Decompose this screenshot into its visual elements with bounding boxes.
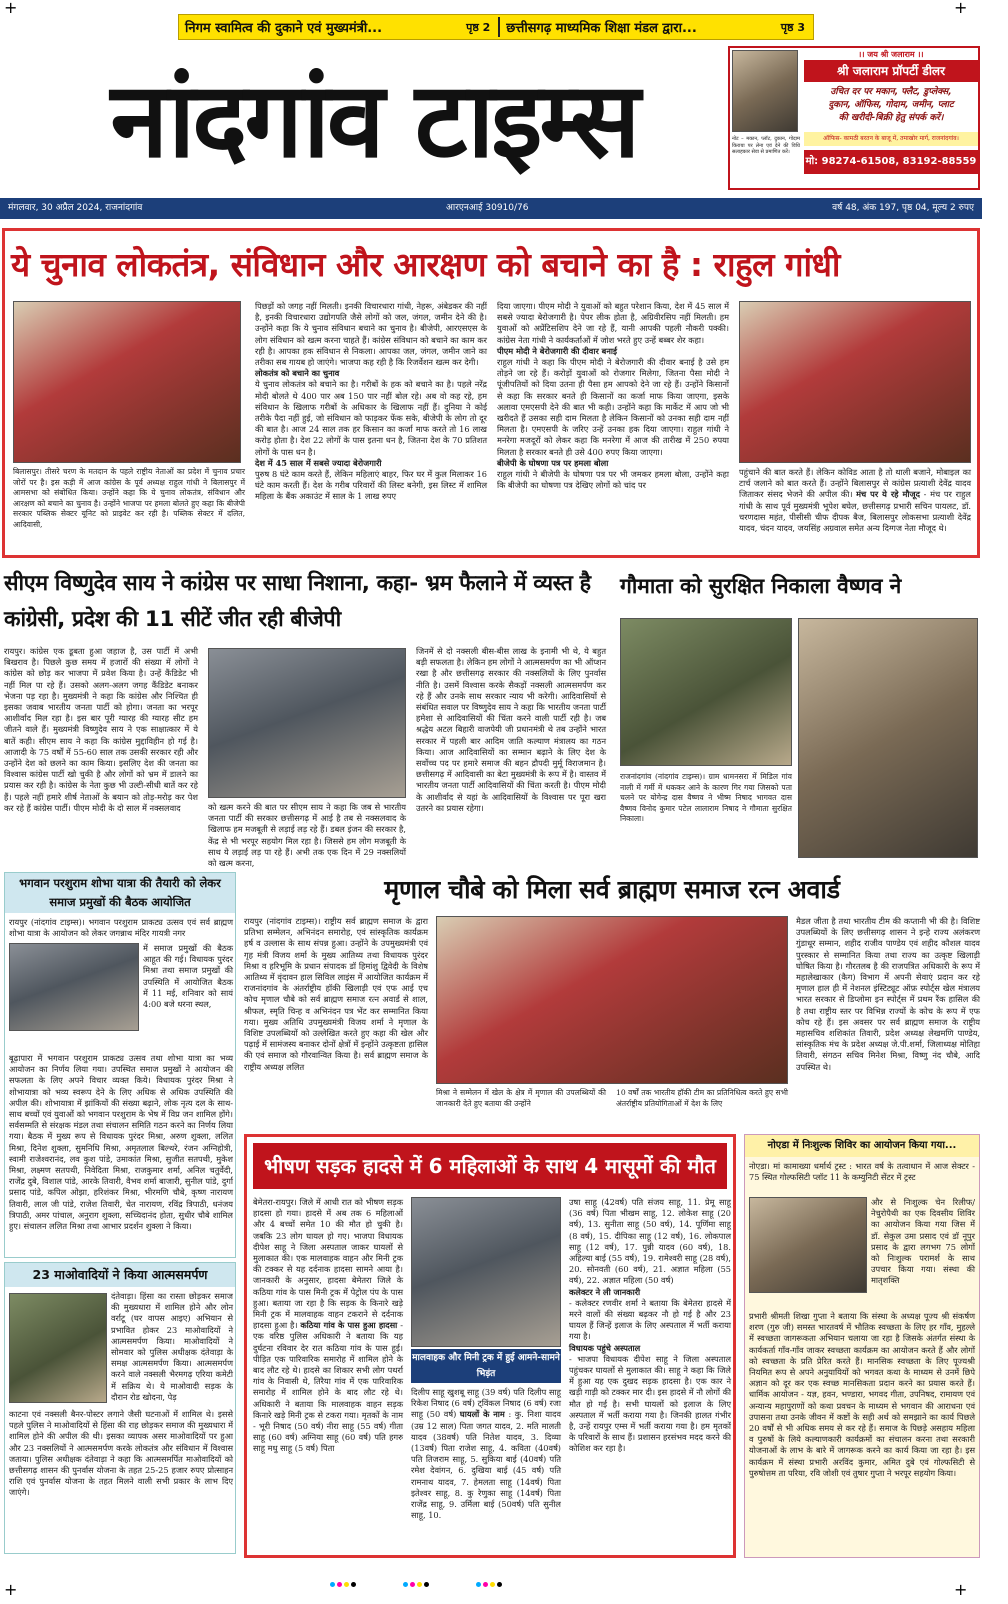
story-accident-headline[interactable]: भीषण सड़क हादसे में 6 महिलाओं के साथ 4 मासूमों की मौत [253, 1143, 727, 1189]
story-mrinal-col1: रायपुर (नांदगांव टाइम्स)। राष्ट्रीय सर्व ब्राह्मण समाज के द्वारा प्रतिभा सम्मेलन, अभिनंदन समारोह, एवं सांस्कृतिक कार्यक्रम हर्ष व उल्लास के साथ संपन्न हुआ। उन्होंने के उपमुख्यमंत्री एवं गृह मंत्री विजय शर्मा के मुख्य आतिथ्य तथा विधायक पुरंदर मिश्रा व हरिभूमि के प्रधान संपादक डॉ हिमांशु द्विवेदी के विशेष आतिथ्य में वृंदावन हाल सिविल लाइंस में आयोजित कार्यक्रम में राजनांदगांव के अंतर्राष्ट्रीय हॉकी खिलाड़ी एवं एफ आई एच कोच मृणाल चौबे को सर्व ब्राह्मण समाज रत्न अवार्ड से शाल, श्रीफल, स्मृति चिन्ह व अभिनंदन पत्र भेंट कर सम्मानित किया गया। मुख्य अतिथि उपमुख्यमंत्री विजय शर्मा ने मृणाल के विशिष्ट उपलब्धियों को उल्लेखित करते हुए कहा की खेल और पढ़ाई में सामंजस्य बनाकर दोनों क्षेत्रों में इन्होंने उत्कृष्टता हासिल की एवं समाज को गौरवान्वित किया है। सर्व ब्राह्मण समाज के राष्ट्रीय अध्यक्ष ललित [244, 916, 428, 1072]
story-maoists-body: काटना एवं नक्सली बैनर-पोस्टर लगाने जैसी घटनाओं में शामिल थे। इससे पहले पुलिस ने माओवादियों से हिंसा की राह छोड़कर समाज की मुख्यधारा में शामिल होने की अपील की थी। इसका व्यापक असर माओवादियों पर हुआ और 23 नक्सलियों ने आत्मसमर्पण करके लोकतंत्र और संविधान में विश्वास जताया। पुलिस अधीक्षक दंतेवाड़ा ने कहा कि आत्मसमर्पित माओवादियों को छत्तीसगढ़ शासन की पुनर्वास योजना के तहत 25-25 हजार रुपए प्रोत्साहन राशि एवं पुनर्वास योजना के तहत मिलने वाली सभी प्रकार के लाभ दिए जाएंगे। [9, 1409, 233, 1498]
story-mrinal-caption-right: 10 वर्षों तक भारतीय हॉकी टीम का प्रतिनिधित्व करते हुए सभी अंतर्राष्ट्रीय प्रतियोगिताओं में देश के लिए [616, 1088, 788, 1108]
story-mrinal [244, 870, 980, 1126]
story-accident-col2-subhead: घायलों के नाम [459, 1409, 505, 1420]
registration-mark: + [4, 1580, 18, 1599]
story-cm-sai-col3: जिनमें से दो नक्सली बीस-बीस लाख के इनामी भी थे, ये बहुत बड़ी सफलता है। लेकिन हम लोगों ने आत्मसमर्पण का भी ऑप्शन रखा है और छत्तीसगढ़ सरकार की नक्सलियों के लिए पुनर्वास नीति है। उसमें विश्वास करके सैकड़ों नक्सली आत्मसमर्पण कर रहे हैं और उनके साथ सरकार न्याय भी करेगी। आदिवासियों से संबंधित सवाल पर विष्णुदेव साय ने कहा कि भारतीय जनता पार्टी हमेशा से आदिवासियों की चिंता करने वाली पार्टी रही है। जब श्रद्धेय अटल बिहारी वाजपेयी जी प्रधानमंत्री थे तब उन्होंने भारत सरकार में पहली बार आदिम जाति कल्याण मंत्रालय का गठन किया। आज आदिवासियों का सम्मान बढ़ाने के लिए देश के सर्वोच्च पद पर हमारे समाज की बहन द्रौपदी मुर्मू विराजमान है। छत्तीसगढ़ में आदिवासी का बेटा मुख्यमंत्री के रूप में है। वास्तव में भारतीय जनता पार्टी आदिवासियों की चिंता करती है। पीएम मोदी के आशीर्वाद से यहां के आदिवासियों के विश्वास पर पूरा खरा उतरने का प्रयास रहेगा। [416, 646, 606, 813]
story-gaumata [616, 566, 980, 864]
ad-tag: ।। जय श्री जलाराम ।। [858, 50, 924, 59]
ad-side-note: नोट – मकान, प्लॉट, दुकान, गोदाम किराया पर लेना एवं देने की विधि सलाहकार सेवा से प्रमाणित करें। [732, 136, 800, 155]
lead-caption-left: बिलासपुर। तीसरे चरण के मतदान के पहले राष्ट्रीय नेताओं का प्रदेश में चुनाव प्रचार जोरों पर है। इस कड़ी में आज कांग्रेस के पूर्व अध्यक्ष राहुल गांधी ने बिलासपुर में आमसभा को संबोधित किया। उन्होंने कहा कि ये चुनाव लोकतंत्र, संविधान और आरक्षण को बचाने का चुनाव है। उन्होंने भाजपा पर हमला बोलते हुए कहा कि बीजेपी सरकार पब्लिक सेक्टर यूनिट को प्राइवेट कर रही है। पब्लिक सेक्टर में दलित, आदिवासी, [13, 467, 245, 529]
story-accident-col1-text-b: - एक वरिष्ठ पुलिस अधिकारी ने बताया कि यह दुर्घटना रविवार देर रात कठिया गांव के पास हुई। पीड़ित एक पारिवारिक समारोह में शामिल होने के बाद लौट रहे थे। हादसे का शिकार सभी लोग पथर्रा गांव के निवासी थे, तिरैया गांव में एक पारिवारिक समारोह में शामिल होने के बाद लौट रहे थे। अधिकारी ने बताया कि मालवाहक वाहन सड़क किनारे खड़े मिनी ट्रक से टकरा गया। मृतकों के नाम - भूरी निषाद (50 वर्ष) नीरा साहू (55 वर्ष) गीता साहू (60 वर्ष) अग्निया साहू (60 वर्ष) पति हगरु साहू मधु साहू (5 वर्ष) पिता [253, 1320, 403, 1454]
story-parshuram-headline[interactable]: भगवान परशुराम शोभा यात्रा की तैयारी को लेकर समाज प्रमुखों की बैठक आयोजित [5, 873, 235, 913]
story-accident-photo [411, 1197, 561, 1347]
story-mrinal-caption-left: मिश्रा ने सम्मेलन में खेल के क्षेत्र में मृणाल की उपलब्धियों की जानकारी देते हुए बताया की उन्होंने [436, 1088, 606, 1108]
story-mrinal-photo [436, 916, 788, 1084]
lead-photo-right [739, 301, 971, 463]
lead-photo-left [13, 301, 241, 463]
story-accident-col1-text: बेमेतरा-रायपुर। जिले में आधी रात को भीषण सड़क हादसा हो गया। हादसे में अब तक 6 महिलाओं और 4 बच्चों समेत 10 की मौत हो चुकी है। जबकि 23 लोग घायल हो गए। भाजपा विधायक दीपेश साहू ने जिला अस्पताल जाकर घायलों से मुलाकात की। एक मालवाहक वाहन और मिनी ट्रक की टक्कर से यह दर्दनाक हादसा सामने आया है। जानकारी के अनुसार, हादसा बेमेतरा जिले के कठिया गांव के पास मिनी ट्रक में पेट्रोल पंप के पास हुआ। बताया जा रहा है कि सड़क के किनारे खड़े मिनी ट्रक में मालवाहक वाहन टकराने से दर्दनाक हादसा हुआ है। [253, 1197, 403, 1331]
teaser-left[interactable]: निगम स्वामित्व की दुकाने एवं मुख्यमंत्री... [185, 21, 383, 36]
story-noida-intro: नोएडा। मां कामाख्या धर्मार्थ ट्रस्ट : भारत वर्ष के तत्वाधान में आज सेक्टर - 75 स्थित गोल्फसिटी प्लॉट 11 के कम्युनिटी सेंटर में ट्रस्ट [749, 1161, 975, 1183]
story-cm-sai-headline[interactable]: सीएम विष्णुदेव साय ने कांग्रेस पर साधा निशाना, कहा- भ्रम फैलाने में व्यस्त है कांग्रेसी, प्रदेश की 11 सीटें जीत रही बीजेपी [4, 571, 591, 632]
story-accident-col3-subhead-2: विधायक पहुंचे अस्पताल [569, 1342, 641, 1353]
story-noida [744, 1134, 980, 1558]
masthead [24, 46, 724, 186]
lead-col3-subhead: पीएम मोदी ने बेरोजगारी की दीवार बनाई [497, 345, 618, 356]
lead-story [2, 228, 980, 558]
ad-line-1: उचित दर पर मकान, फ्लैट, डुप्लेक्स, [830, 87, 952, 97]
dateline-bar [0, 198, 982, 219]
lead-col3-subhead-2: बीजेपी के घोषणा पत्र पर हमला बोला [497, 457, 609, 468]
ad-portrait [732, 50, 798, 132]
story-noida-body: प्रभारी श्रीमती शिखा गुप्ता ने बताया कि संस्था के अध्यक्ष पूज्य श्री संकर्षण शरण (गुरु जी) समस्त भारतवर्ष में भौतिक स्वच्छता के लिए हर गाँव, मुहल्ले में स्वच्छता जागरूकता अभियान चलाया जा रहा है जिसके अंतर्गत संस्था के कार्यकर्ता गाँव-गाँव जाकर स्वच्छता कार्यक्रम का आयोजन करते हैं और लोगों को स्वच्छता के प्रति प्रेरित करते हैं। मानसिक स्वच्छता के लिए पूज्यश्री नियमित रूप से अपने अनुयायियों को भगवत कथा के माध्यम से उनमें छिपे अज्ञान को दूर कर एक स्वच्छ मानसिकता प्रदान करने का प्रयास करते हैं। धार्मिक आयोजन - यज्ञ, हवन, भण्डारा, भगवद गीता, उपनिषद, रामायण एवं अन्यान्य महापुराणों को कथा प्रवचन के माध्यम से भगवान की आराधना एवं उपासना तथा उनके जीवन में कष्टों के सही अर्थ को समझाने का कार्य पिछले 20 वर्षों से भी अधिक समय से कर रहे हैं। समाज के पिछड़े असहाय महिला व पुरुषों के लिये कल्याणकारी कार्यक्रमों का संचालन करना तथा सरकारी योजनाओं के लाभ के बारे में जागरूक करने का कार्य किया जा रहा है। इस कार्यक्रम में संस्था प्रभारी अरविंद कुमार, अमित दुबे एवं गोल्फसिटी से पुरुषोत्तम ता परिया, रवि जोशी एवं तुषार गुप्ता ने भरपूर सहयोग किया। [749, 1311, 975, 1478]
story-parshuram-intro: रायपुर (नांदगांव टाइम्स)। भगवान परशुराम प्राकट्य उत्सव एवं सर्व ब्राह्मण शोभा यात्रा के आयोजन को लेकर जगन्नाथ मंदिर गायत्री नगर [9, 917, 233, 939]
story-gaumata-photo-drain [798, 618, 978, 858]
registration-mark: + [4, 0, 18, 17]
lead-col3-text-c: राहुल गांधी ने बीजेपी के घोषणा पत्र पर भी जमकर हमला बोला, उन्होंने कहा कि बीजेपी का घोषणा पत्र देखिए लोगों को चांद पर [497, 469, 729, 491]
ad-phone[interactable]: मो: 98274-61508, 83192-88559 [804, 150, 978, 174]
story-accident-col3-text-c: - भाजपा विधायक दीपेश साहू ने जिला अस्पताल पहुंचकर घायलों से मुलाकात की। साहू ने कहा कि जिले में हुआ यह एक दुखद सड़क हादसा है। एक कार ने खड़ी गाड़ी को टक्कर मार दी। इस हादसे में नौ लोगों की मौत हो गई है। सभी घायलों को इलाज के लिए अस्पताल में भर्ती कराया गया है। जिनकी हालत गंभीर है, उन्हें रायपुर एम्स में भर्ती कराया गया है। हम मृतकों के परिवारों के साथ हैं। प्रशासन हरसंभव मदद करने की कोशिश कर रहा है। [569, 1353, 731, 1454]
ad-line-3: की खरीदी-बिक्री हेतु संपर्क करें। [838, 113, 944, 123]
lead-col3-text: दिया जाएगा। पीएम मोदी ने युवाओं को बहुत परेशान किया, देश में 45 साल में सबसे ज्यादा बेरोजगारी है। पेपर लीक होता है, अग्रिवीरसिप नहीं मिलती। हम युवाओं को अप्रेंटिसशिप देने जा रहे हैं, यानी आपकी पहली नौकरी पक्की। कांग्रेस नेता गांधी ने कार्यकर्ताओं में जोश भरते हुए उन्हें बब्बर शेर कहा। [497, 301, 729, 345]
story-noida-photo [749, 1197, 867, 1293]
story-cm-sai-col2: को खत्म करने की बात पर सीएम साय ने कहा कि जब से भारतीय जनता पार्टी की सरकार छत्तीसगढ़ में आई है तब से नक्सलवाद के खिलाफ हम मजबूती से लड़ाई लड़ रहे हैं। डबल इंजन की सरकार है, केंद्र से भी भरपूर सहयोग मिल रहा है। जिससे हम लोग मजबूती के साथ ये लड़ाई लड़ पा रहे हैं। अभी तक एक दिन में 29 नक्सलियों को खत्म करना, [208, 802, 406, 869]
teaser-left-page: पृष्ठ 2 [466, 20, 491, 34]
lead-col4-text: पहुंचाने की बात करते हैं। लेकिन कोविड आता है तो थाली बजाने, मोबाइल का टार्च जलाने को बात करते हैं। उन्होंने बिलासपुर से कांग्रेस प्रत्याशी देवेंद्र यादव जिताकर संसद भेजने की अपील की। [739, 467, 971, 500]
lead-column-4 [739, 467, 971, 555]
color-registration-bar [330, 1572, 670, 1580]
story-parshuram [4, 872, 236, 1258]
issue-info: वर्ष 48, अंक 197, पृष्ठ 04, मूल्य 2 रुपए [832, 203, 974, 213]
story-accident-col1 [253, 1197, 403, 1553]
story-maoists-photo [9, 1293, 107, 1403]
story-parshuram-photo [9, 943, 139, 1031]
story-accident-col3-subhead: कलेक्टर ने ली जानकारी [569, 1286, 641, 1297]
story-maoists [4, 1262, 236, 1554]
lead-col2-text-c: पुरुष 8 घंटे काम करते हैं, लेकिन महिलाएं बाहर, फिर घर में कुल मिलाकर 16 घंटे काम करती हैं। देश के गरीब परिवारों की लिस्ट बनेगी, इस लिस्ट में शामिल महिला के बैंक अकाउंट में साल के 1 लाख रुपए [255, 469, 487, 502]
story-accident [244, 1134, 736, 1558]
rni-number: आरएनआई 30910/76 [446, 203, 529, 213]
teaser-right[interactable]: छत्तीसगढ़ माध्यमिक शिक्षा मंडल द्वारा... [506, 21, 697, 36]
story-accident-col2 [411, 1387, 561, 1553]
story-accident-col2-text: दिलीप साहू खुशबू साहू (39 वर्ष) पति दिलीप साहू रिकेश निषाद (6 वर्ष) ट्विंकल निषाद (6 वर्ष) रजा साहू (50 वर्ष) [411, 1387, 561, 1420]
teaser-right-page: पृष्ठ 3 [780, 20, 805, 34]
lead-col2-subhead-2: देश में 45 साल में सबसे ज्यादा बेरोजगारी [255, 457, 382, 468]
story-accident-col1-subhead: कठिया गांव के पास हुआ हादसा [300, 1320, 398, 1331]
lead-col2-subhead: लोकतंत्र को बचाने का चुनाव [255, 368, 340, 379]
lead-col2-text-b: ये चुनाव लोकतंत्र को बचाने का है। गरीबों के हक को बचाने का है। पहले नरेंद्र मोदी बोलते थे 400 पार अब 150 पार नहीं बोल रहे। अब वो कह रहे, हम संविधान के खिलाफ गरीबों के अधिकार के खिलाफ नहीं हैं। दुनिया ने कोई तरीके पैदा नहीं हुई, जो संविधान को फाड़कर फेंक सके, बीजेपी के लोग तो दूर की बात है। आज 24 साल तक हर किसान का कर्जा माफ करते तो 16 लाख करोड़ होता है। देश 22 लोगों के पास इतना धन है, जितना देश के 70 प्रतिशत लोगों के पास धन है। [255, 379, 487, 457]
registration-mark: + [954, 1580, 968, 1599]
story-cm-sai-col1: रायपुर। कांग्रेस एक डूबता हुआ जहाज है, उस पार्टी में अभी बिखराव है। पिछले कुछ समय में हजारों की संख्या में लोगों ने कांग्रेस को छोड़ कर भाजपा में प्रवेश किया है। उन्हें कैंडिडेट भी नहीं मिल पा रहे हैं। उसको अलग-अलग जगह कैंडिडेट बनाकर भेजना पड़ रहा है। मुख्यमंत्री ने कहा कि कांग्रेस और निश्चित ही इसका जवाब भारतीय जनता पार्टी को होगा। जनता का भरपूर आशीर्वाद मिल रहा है। इस बार पूरी ग्यारह की ग्यारह सीट हम जीतने वाले हैं। मुख्यमंत्री विष्णुदेव साय ने एक साक्षात्कार में ये बातें कही। सीएम साय ने कहा कि कांग्रेस मुद्दाविहीन हो गई है। आजादी के 75 वर्षों में 55-60 साल तक उसकी सरकार रही और उन्होंने देश को छलने का काम किया। इसलिए देश की जनता का विश्वास कांग्रेस पार्टी खो चुकी है और लोगों को भ्रम में डालने का प्रयास कर रही है। कांग्रेस के नेता कुछ भी उल्टी-सीधी बातें कर रहे हैं। पहले नहीं हमारे शीर्ष नेताओं के बयान को तोड़-मरोड़ कर पेश कर रहे हैं कांग्रेस पार्टी। पीएम मोदी के दो साल में नक्सलवाद [4, 646, 198, 813]
story-accident-col3-text: उषा साहू (42वर्ष) पति संजय साहू, 11. प्रेमू साहू (36 वर्ष) पिता भीखम साहू, 12. लोकेश साहू (20 वर्ष), 13. सुनीता साहू (50 वर्ष), 14. पूर्णिमा साहू (8 वर्ष), 15. दीपिका साहू (12 वर्ष), 16. लोकपाल साहू (12 वर्ष), 17. पुन्नी यादव (60 वर्ष), 18. अहिल्या बाई (55 वर्ष), 19. रामेश्वरी साहू (28 वर्ष), 20. सोनवती (60 वर्ष), 21. अज्ञात महिला (55 वर्ष), 22. अज्ञात महिला (50 वर्ष) [569, 1197, 731, 1286]
story-accident-photo-caption: मालवाहक और मिनी ट्रक में हुई आमने-सामने भिड़ंत [411, 1349, 561, 1383]
story-accident-col3 [569, 1197, 731, 1553]
lead-col2-text: पिछड़ों को जगह नहीं मिलती। इनकी विचारधारा गांधी, नेहरू, अंबेडकर की नहीं है, इनकी विचारधारा उद्योगपति जैसे लोगों को जल, जंगल, जमीन देने की है। उन्होंने कहा कि ये चुनाव संविधान बचाने का चुनाव है। बीजेपी, आरएसएस के लोग संविधान को खत्म करना चाहते हैं। कांग्रेस संविधान को बचाने का काम कर रही है। आपका हक संविधान से निकला। आपका जल, जंगल, जमीन जाने का तरीका सब गायब हो जाएंगे। भाजपा कह रही है कि रिजर्वेशन खत्म कर देगी। [255, 301, 487, 368]
teaser-strip [178, 14, 814, 40]
ad-line-2: दुकान, ऑफिस, गोदाम, जमीन, प्लाट [828, 100, 954, 110]
lead-col3-text-b: राहुल गांधी ने कहा कि पीएम मोदी ने बेरोजगारी की दीवार बनाई है उसे हम तोड़ने जा रहे हैं। करोड़ों युवाओं को रोजगार मिलेगा, जितना पैसा मोदी ने पूंजीपतियों को दिया उतना ही पैसा हम आपको देने जा रहे हैं। उन्होंने किसानों से कहा कि सरकार बनते ही किसानों का कर्जा माफ किया जाएगा, इसके अलावा एमएसपी देने की बात भी कही। उन्होंने कहा कि मार्केट में आप जो भी खरीदते हैं उसका सही दाम मिलता है लेकिन किसानों को उनका सही दाम नहीं मिलता है। एमएसपी के जरिए उन्हें उनका हक दिया जाएगा। राहुल गांधी ने मनरेगा मजदूरों को लेकर कहा कि मनरेगा में आज की तारीख में 250 रुपया मिलता है सरकार बनते ही उसे 400 रुपए किया जाएगा। [497, 357, 729, 457]
story-parshuram-body: बूढ़ापारा में भगवान परशुराम प्राकट्य उत्सव तथा शोभा यात्रा का भव्य आयोजन का निर्णय लिया गया। उपस्थित समाज प्रमुखों ने आयोजन की सफलता के लिए अपने विचार व्यक्त किये। विधायक पुरंदर मिश्रा ने शोभायात्रा को भव्य स्वरूप देने के लिए अधिक से अधिक उपस्थिति की अपील की। शोभायात्रा में झांकियों की संख्या बढ़ाने, लोक नृत्य दल के साथ-साथ बच्चों एवं युवाओं को भगवान परशुराम के भेष में विप्र जन शामिल होंगे। सर्वसम्मति से संरक्षक मंडल तथा संचालन समिति गठन करने का निर्णय लिया गया। बैठक में मुख्य रूप से विधायक पुरंदर मिश्रा, अरुण शुक्ला, ललित मिश्रा, दिनेश शुक्ला, सुमनिधि मिश्रा, अमृतलाल बिल्थरे, रंजन अग्निहोत्री, स्वामी राजेश्वरानंद, लव कुश पांडे, उमाकांत मिश्रा, सुजीत सतपथी, मुकेश मिश्रा, लक्ष्मण सतपथी, निवेदिता मिश्रा, राजकुमार शर्मा, अनिल चतुर्वेदी, राजेंद्र दुबे, विशाल पांडे, आरके तिवारी, वैभव शर्मा बाजारी, सुनील पांडे, दुर्गा प्रसाद पांडे, कपिल ओझा, हरिशंकर मिश्रा, भीरमणि चौबे, कृष्ण नारायण तिवारी, लाल जी पांडे, राजेश तिवारी, चेत नारायण, रविंद्र त्रिपाठी, धनंजय त्रिपाठी, अमर पांचाल, अनुराग शुक्ला, सच्चिदानंद होता, सुधीर चौबे शामिल हुए। संचालन ललित मिश्रा तथा आभार प्रदर्शन शुक्ला ने किया। [9, 1053, 233, 1232]
lead-headline[interactable]: ये चुनाव लोकतंत्र, संविधान और आरक्षण को बचाने का है : राहुल गांधी [11, 245, 840, 284]
story-gaumata-headline[interactable]: गौमाता को सुरक्षित निकाला वैष्णव ने [620, 574, 902, 598]
story-cm-sai-photo [208, 648, 406, 798]
story-gaumata-photo-cow [620, 618, 792, 766]
lead-column-2 [255, 301, 487, 555]
story-parshuram-side: में समाज प्रमुखों की बैठक आहूत की गई। विधायक पुरंदर मिश्रा तथा समाज प्रमुखों की उपस्थिति में आयोजित बैठक में 11 मई, शनिवार को सायं 4:00 बजे धरना स्थल, [143, 943, 233, 1010]
masthead-title: नांदगांव टाइम्स [110, 58, 638, 181]
lead-col4-text-b: - मंच पर राहुल गांधी के साथ पूर्व मुख्यमंत्री भूपेश बघेल, छत्तीसगढ़ प्रभारी सचिन पायलट, डॉ. चरणदास महंत, पीसीसी चीफ दीपक बैज, बिलासपुर लोकसभा प्रत्याशी देवेंद्र यादव, चंदन यादव, जयसिंह अग्रवाल समेत अन्य दिग्गज नेता मौजूद थे। [739, 489, 971, 534]
registration-mark: + [954, 0, 968, 17]
ad-address: ऑफिस- कामठी बरतन के बाजू में, तमाखोर मार्ग, राजनांदगांव। [804, 132, 978, 146]
lead-column-3 [497, 301, 729, 555]
story-mrinal-headline[interactable]: मृणाल चौबे को मिला सर्व ब्राह्मण समाज रत्न अवार्ड [384, 875, 840, 904]
story-gaumata-caption: राजनांदगांव (नांदगांव टाइम्स)। ग्राम धामनसरा में मिडिल गांव नाली में गर्मी में थककर आने के कारण गिर गया जिसको पता चलने पर योगेन्द्र दास वैष्णव ने भीष्म निषाद भागवत दास वैष्णव विनोद कुमार पटेल लालाराम निषाद ने गौमाता सुरक्षित निकाला। [620, 772, 792, 823]
story-maoists-side: दंतेवाड़ा। हिंसा का रास्ता छोड़कर समाज की मुख्यधारा में शामिल होने और लोन वर्राटू (घर वापस आइए) अभियान से प्रभावित होकर 23 माओवादियों ने आत्मसमर्पण किया। माओवादियों ने सोमवार को पुलिस अधीक्षक दंतेवाड़ा के समक्ष आत्मसमर्पण किया। आत्मसमर्पण करने वाले नक्सली भैरमगढ़ एरिया कमेटी में सक्रिय थे। ये माओवादी सड़क के दौरान रोड खोदना, पेड़ [111, 1291, 233, 1402]
story-accident-col3-text-b: - कलेक्टर रणवीर शर्मा ने बताया कि बेमेतरा हादसे में मरने वालों की संख्या बढ़कर नौ हो गई है और 23 घायल हैं जिन्हें इलाज के लिए अस्पताल में भर्ती कराया गया है। [569, 1297, 731, 1342]
lead-col4-subhead: मंच पर ये रहे मौजूद [856, 489, 920, 500]
story-noida-side: और से निःशुल्क चेन रिलीफ/नेचुरोपैथी का एक दिवसीय शिविर का आयोजन किया गया जिस में डॉ. सेकुल उमा प्रसाद एवं डॉ नूपुर प्रसाद के द्वारा लगभग 75 लोगों को निःशुल्क परामर्श के साथ उपचार किया गया। संस्था की मातृशक्ति [871, 1197, 975, 1286]
ad-business-name: श्री जलाराम प्रॉपर्टी डीलर [804, 60, 978, 82]
story-accident-col2-text-b: : कु. निशा यादव (उम्र 12 साल) पिता जगत यादव, 2. मति मालती यादव (38वर्ष) पति नितेश यादव, 3. दिव्या (13वर्ष) पिता राजेश साहू, 4. कविता (40वर्ष) पति तिजराम साहू, 5. सुकिया बाई (40वर्ष) पति रमेश देवांगन, 6. दुखिया बाई (45 वर्ष) पति रामनाथ यादव, 7. हेमलता साहू (14वर्ष) पिता इतेश्वर साहू, 8. कु रेणुका साहू (14वर्ष) पिता राजेंद्र साहू, 9. उर्मिला बाई (50वर्ष) पति सुनील साहू, 10. [411, 1409, 561, 1521]
story-cm-sai [4, 566, 608, 869]
story-maoists-headline[interactable]: 23 माओवादियों ने किया आत्मसमर्पण [5, 1263, 235, 1287]
story-mrinal-col3: मैडल जीता है तथा भारतीय टीम की कप्तानी भी की है। विशिष्ट उपलब्धियों के लिए छत्तीसगढ़ शासन ने इन्हे राज्य अलंकरण गुंडाधूर सम्मान, शहीद राजीव पाण्डेय एवं शहीद कौशल यादव पुरस्कार से सम्मानित किया तथा राज्य का उत्कृष्ट खिलाड़ी घोषित किया है। गौरतलब है की राजपत्रित अधिकारी के रूप में महालेखाकार (कैग) विभाग में अपनी सेवाएं प्रदान कर रहे मृणाल हाल ही में नेशनल इंस्टिट्यूट ऑफ़ स्पोर्ट्स खेल मंत्रालय भारत सरकार से डिप्लोमा इन स्पोर्ट्स में प्रथम रैंक हासिल की है तथा राष्ट्रीय स्तर पर विभिन्न राज्यों के कोच के रूप में एफ कोच रहे हैं। इस अवसर पर सर्व ब्राह्मण समाज के राष्ट्रीय महासचिव शशिकांत तिवारी, प्रदेश अध्यक्ष लेखमणि पाण्डेय, सांस्कृतिक मंच के प्रदेश अध्यक्ष जे.पी.शर्मा, जिलाध्यक्ष मोतिहा तिवारी, संगठन सचिव मिनेश मिश्रा, विष्णु नंद चौबे, आदि उपस्थित थे। [796, 916, 980, 1072]
story-noida-headline[interactable]: नोएडा में निःशुल्क शिविर का आयोजन किया गया... [745, 1135, 979, 1157]
issue-date: मंगलवार, 30 अप्रैल 2024, राजनांदगांव [8, 203, 143, 213]
advertisement[interactable] [728, 46, 980, 190]
